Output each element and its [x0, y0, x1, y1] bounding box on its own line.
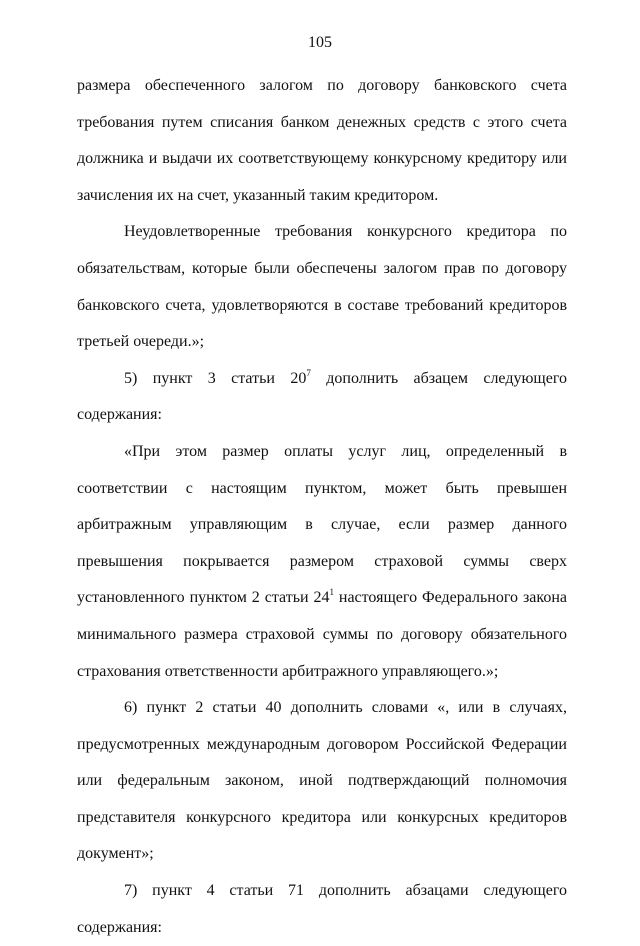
text-line: в случае, если размер данного превышения покрывается размером [77, 516, 568, 570]
page-number: 105 [308, 34, 332, 51]
text-line: путем списания банком денежных средств с этого счета должника и [77, 113, 567, 168]
paragraph-2 [77, 214, 567, 360]
text-line: размера обеспеченного залогом по договору банковского счета требования [77, 77, 567, 131]
paragraph-3 [77, 361, 567, 434]
text-line: Федерального закона минимального размера страховой суммы по договору [77, 589, 567, 643]
text-line: федеральным законом, иной подтверждающий полномочия представителя [77, 772, 568, 826]
paragraph-1 [77, 68, 567, 214]
text-line: конкурсного кредитора или конкурсных кредиторов документ»; [77, 808, 568, 863]
superscript: 1 [329, 587, 334, 598]
document-body [77, 68, 567, 946]
text-span: 5) пункт 3 статьи 20 [124, 369, 307, 387]
text-line: банковского счета, удовлетворяются в составе требований кредиторов [77, 296, 567, 314]
text-line: «При этом размер оплаты услуг лиц, определенный в соответствии [77, 442, 567, 497]
paragraph-4 [77, 434, 567, 690]
paragraph-6 [77, 873, 567, 946]
text-line: третьей очереди.»; [77, 333, 205, 351]
text-line: обязательствам, которые были обеспечены залогом прав по договору [77, 259, 567, 277]
text-line: управляющего.»; [381, 662, 499, 680]
text-span: страховой суммы сверх установленного пунктом 2 статьи 24 [77, 552, 567, 607]
text-line: обязательного страхования ответственности арбитражного [77, 625, 568, 680]
paragraph-5 [77, 690, 567, 873]
text-line: Неудовлетворенные требования конкурсного кредитора по [124, 223, 567, 241]
text-span: дополнить абзацем следующего содержания: [77, 369, 567, 424]
text-line: 6) пункт 2 статьи 40 дополнить словами «, или в случаях, [124, 699, 567, 717]
text-line: 7) пункт 4 статьи 71 дополнить абзацами следующего содержания: [77, 882, 567, 936]
text-line: на счет, указанный таким кредитором. [177, 186, 439, 204]
superscript: 7 [306, 367, 311, 378]
text-span: настоящего [333, 589, 418, 607]
text-line: с настоящим пунктом, может быть превышен арбитражным управляющим [77, 479, 568, 534]
text-line: выдачи их соответствующему конкурсному кредитору или зачисления их [77, 150, 567, 204]
text-line: предусмотренных международным договором Российской Федерации или [77, 735, 567, 790]
